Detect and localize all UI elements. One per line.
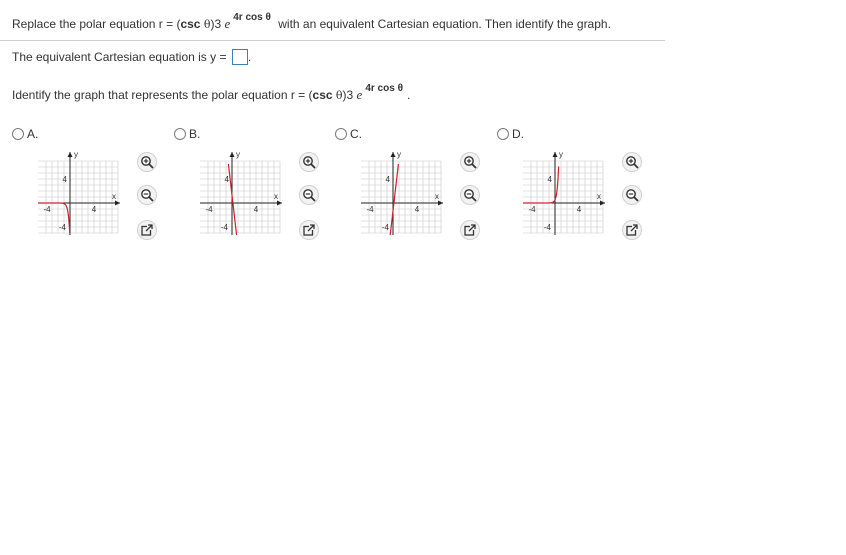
- question-close: )3: [210, 17, 222, 31]
- option-graph: [357, 149, 447, 239]
- answer-period: .: [247, 50, 252, 64]
- tick-label-top: 4: [62, 175, 67, 184]
- question-text: [12, 12, 611, 32]
- tick-label-left: -4: [366, 205, 374, 214]
- open-window-button[interactable]: [622, 220, 642, 240]
- tick-label-bottom: -4: [543, 223, 551, 232]
- tick-label-left: -4: [43, 205, 51, 214]
- x-axis-label: x: [435, 192, 439, 201]
- identify-end: .: [406, 88, 411, 102]
- zoom-out-button[interactable]: [137, 185, 157, 205]
- y-axis-arrow: [391, 152, 396, 157]
- zoom-out-button[interactable]: [299, 185, 319, 205]
- option-graph: [196, 149, 286, 239]
- open-new-window-icon: [625, 223, 639, 237]
- option-c: [335, 127, 485, 247]
- y-axis-arrow: [68, 152, 73, 157]
- e-symbol: e: [224, 16, 231, 31]
- theta-symbol: θ: [203, 18, 211, 31]
- option-radio[interactable]: [497, 128, 509, 140]
- x-axis-arrow: [115, 201, 120, 206]
- zoom-out-icon: [302, 188, 316, 202]
- x-axis-label: x: [597, 192, 601, 201]
- open-window-button[interactable]: [460, 220, 480, 240]
- tick-label-top: 4: [547, 175, 552, 184]
- open-window-button[interactable]: [299, 220, 319, 240]
- open-window-button[interactable]: [137, 220, 157, 240]
- y-axis-label: y: [397, 150, 401, 159]
- zoom-in-icon: [625, 155, 639, 169]
- tick-label-right: 4: [414, 205, 420, 214]
- x-axis-label: x: [274, 192, 278, 201]
- option-radio[interactable]: [12, 128, 24, 140]
- graph-curve: [228, 164, 237, 239]
- zoom-in-button[interactable]: [299, 152, 319, 172]
- open-new-window-icon: [463, 223, 477, 237]
- y-axis-arrow: [553, 152, 558, 157]
- option-radio[interactable]: [335, 128, 347, 140]
- option-b: [174, 127, 324, 247]
- option-graph: [34, 149, 124, 239]
- exponent-text: 4r cos θ: [365, 83, 403, 94]
- option-label: A.: [27, 127, 39, 141]
- y-axis-arrow: [230, 152, 235, 157]
- option-radio[interactable]: [174, 128, 186, 140]
- tick-label-top: 4: [224, 175, 229, 184]
- zoom-in-icon: [302, 155, 316, 169]
- graph-container: [34, 149, 124, 242]
- tick-label-bottom: -4: [381, 223, 389, 232]
- x-axis-arrow: [277, 201, 282, 206]
- option-label: C.: [350, 127, 362, 141]
- tick-label-right: 4: [91, 205, 97, 214]
- zoom-in-icon: [463, 155, 477, 169]
- graph-container: [196, 149, 286, 242]
- zoom-in-button[interactable]: [137, 152, 157, 172]
- y-axis-label: y: [559, 150, 563, 159]
- open-new-window-icon: [140, 223, 154, 237]
- zoom-out-icon: [140, 188, 154, 202]
- tick-label-right: 4: [253, 205, 259, 214]
- csc-text: csc: [180, 17, 201, 31]
- zoom-out-icon: [463, 188, 477, 202]
- x-axis-arrow: [438, 201, 443, 206]
- zoom-out-button[interactable]: [460, 185, 480, 205]
- answer-input[interactable]: [232, 49, 248, 65]
- option-header[interactable]: [174, 127, 200, 141]
- zoom-in-button[interactable]: [460, 152, 480, 172]
- answer-label: The equivalent Cartesian equation is y =: [12, 50, 227, 64]
- identify-text: [12, 83, 411, 103]
- answer-line: [12, 49, 251, 65]
- identify-prefix: Identify the graph that represents the polar equation r = (: [12, 88, 313, 102]
- option-d: [497, 127, 647, 247]
- tick-label-left: -4: [205, 205, 213, 214]
- option-label: D.: [512, 127, 524, 141]
- tick-label-bottom: -4: [220, 223, 228, 232]
- theta-symbol: θ: [335, 89, 343, 102]
- question-header: [0, 0, 665, 41]
- option-graph: [519, 149, 609, 239]
- tick-label-bottom: -4: [58, 223, 66, 232]
- option-header[interactable]: [335, 127, 362, 141]
- zoom-out-button[interactable]: [622, 185, 642, 205]
- option-header[interactable]: [497, 127, 524, 141]
- x-axis-label: x: [112, 192, 116, 201]
- exponent-text: 4r cos θ: [233, 12, 271, 23]
- option-label: B.: [189, 127, 201, 141]
- y-axis-label: y: [236, 150, 240, 159]
- x-axis-arrow: [600, 201, 605, 206]
- question-suffix: with an equivalent Cartesian equation. Then identify the graph.: [278, 17, 611, 31]
- graph-curve: [389, 164, 398, 239]
- zoom-in-button[interactable]: [622, 152, 642, 172]
- option-a: [12, 127, 162, 247]
- question-prefix: Replace the polar equation r = (: [12, 17, 181, 31]
- graph-container: [519, 149, 609, 242]
- tick-label-left: -4: [528, 205, 536, 214]
- tick-label-right: 4: [576, 205, 582, 214]
- zoom-in-icon: [140, 155, 154, 169]
- y-axis-label: y: [74, 150, 78, 159]
- tick-label-top: 4: [385, 175, 390, 184]
- zoom-out-icon: [625, 188, 639, 202]
- graph-container: [357, 149, 447, 242]
- open-new-window-icon: [302, 223, 316, 237]
- option-header[interactable]: [12, 127, 38, 141]
- e-symbol: e: [356, 87, 363, 102]
- identify-close: )3: [342, 88, 354, 102]
- csc-text: csc: [312, 88, 333, 102]
